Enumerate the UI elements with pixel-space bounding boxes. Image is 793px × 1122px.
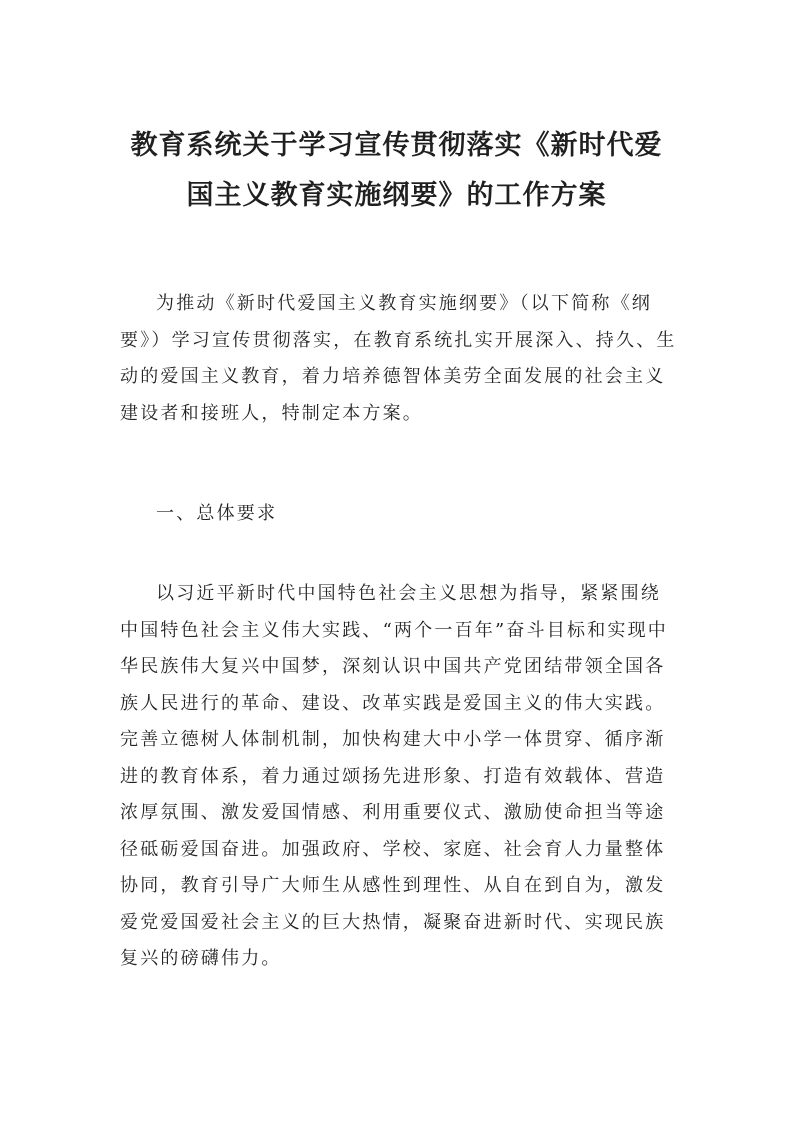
document-title [104,121,689,221]
document-title-line-2: 国主义教育实施纲要》的工作方案 [186,180,607,211]
general-requirements-paragraph: 以习近平新时代中国特色社会主义思想为指导，紧紧围绕中国特色社会主义伟大实践、“两个一百年”奋斗目标和实现中华民族伟大复兴中国梦，深刻认识中国共产党团结带领全国各族人民进行的革命、建设、改革实践是爱国主义的伟大实践。完善立德树人体制机制，加快构建大中小学一体贯穿、循序渐进的教育体系，着力通过颂扬先进形象、打造有效载体、营造浓厚氛围、激发爱国情感、利用重要仪式、激励使命担当等途径砥砺爱国奋进。加强政府、学校、家庭、社会育人力量整体协同，教育引导广大师生从感性到理性、从自在到自为，激发爱党爱国爱社会主义的巨大热情，凝聚奋进新时代、实现民族复兴的磅礴伟力。 [120,583,669,969]
section-heading: 一、总体要求 [156,503,278,524]
intro-paragraph: 为推动《新时代爱国主义教育实施纲要》（以下简称《纲要》）学习宣传贯彻落实，在教育系统扎实开展深入、持久、生动的爱国主义教育，着力培养德智体美劳全面发展的社会主义建设者和接班人，特制定本方案。 [120,293,677,424]
document-title-line-1: 教育系统关于学习宣传贯彻落实《新时代爱 [130,130,663,161]
